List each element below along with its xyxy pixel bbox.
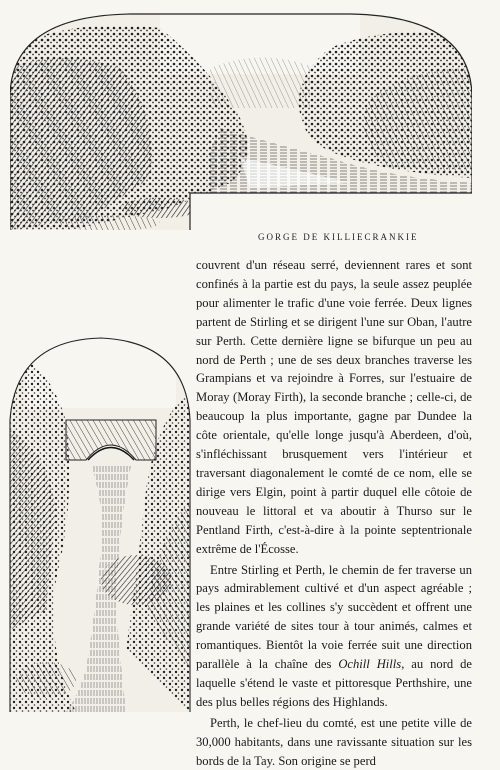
- paragraph-2-text-a: Entre Stirling et Perth, le chemin de fer traverse un pays admirablement cultivé et d'un aspect agréable ; les plaines et les collines s'y succèdent et offrent une grande variété de sites tour à tour animés, calmes et romantiques. Bientôt la voie ferrée suit une direction parallèle à la chaîne des: [196, 562, 472, 672]
- ochill-hills-term: Ochill Hills: [338, 657, 402, 672]
- body-text: [196, 256, 472, 770]
- paragraph-2: [196, 561, 472, 712]
- paragraph-2-text-b: , au nord de laquelle s'étend le vaste et pittoresque Perthshire, une des plus belles régions des Highlands.: [196, 657, 473, 709]
- paragraph-1: couvrent d'un réseau serré, deviennent rares et sont confinés à la partie est du pays, la seule assez peuplée pour alimenter le trafic d'une voie ferrée. Deux lignes partent de Stirling et se dirigent l'une sur Oban, l'autre sur Perth. Cette dernière ligne se bifurque un peu au nord de Perth ; une de ses deux branches traverse les Grampians et va rejoindre à Forres, sur l'estuaire de Moray (Moray Firth), la seconde branche ; celle-ci, de beaucoup la plus importante, gagne par Dundee la côte orientale, qu'elle longe jusqu'à Aberdeen, d'où, s'infléchissant brusquement vers l'intérieur et traversant diagonalement le comté de ce nom, elle se dirige vers Elgin, point à partir duquel elle côtoie de nouveau le littoral et va aboutir à Thurso sur le Pentland Firth, c'est-à-dire à la pointe septentrionale extrême de l'Écosse.: [196, 258, 472, 556]
- paragraph-3: Perth, le chef-lieu du comté, est une petite ville de 30,000 habitants, dans une ravissante situation sur les bords de la Tay. Son origine se perd: [196, 715, 472, 768]
- gorge-engraving-icon: [10, 8, 472, 230]
- gorge-illustration: [10, 8, 472, 230]
- bridge-illustration: [6, 250, 194, 712]
- bridge-engraving-icon: [6, 250, 194, 712]
- illustration-caption: GORGE DE KILLIECRANKIE: [258, 232, 419, 242]
